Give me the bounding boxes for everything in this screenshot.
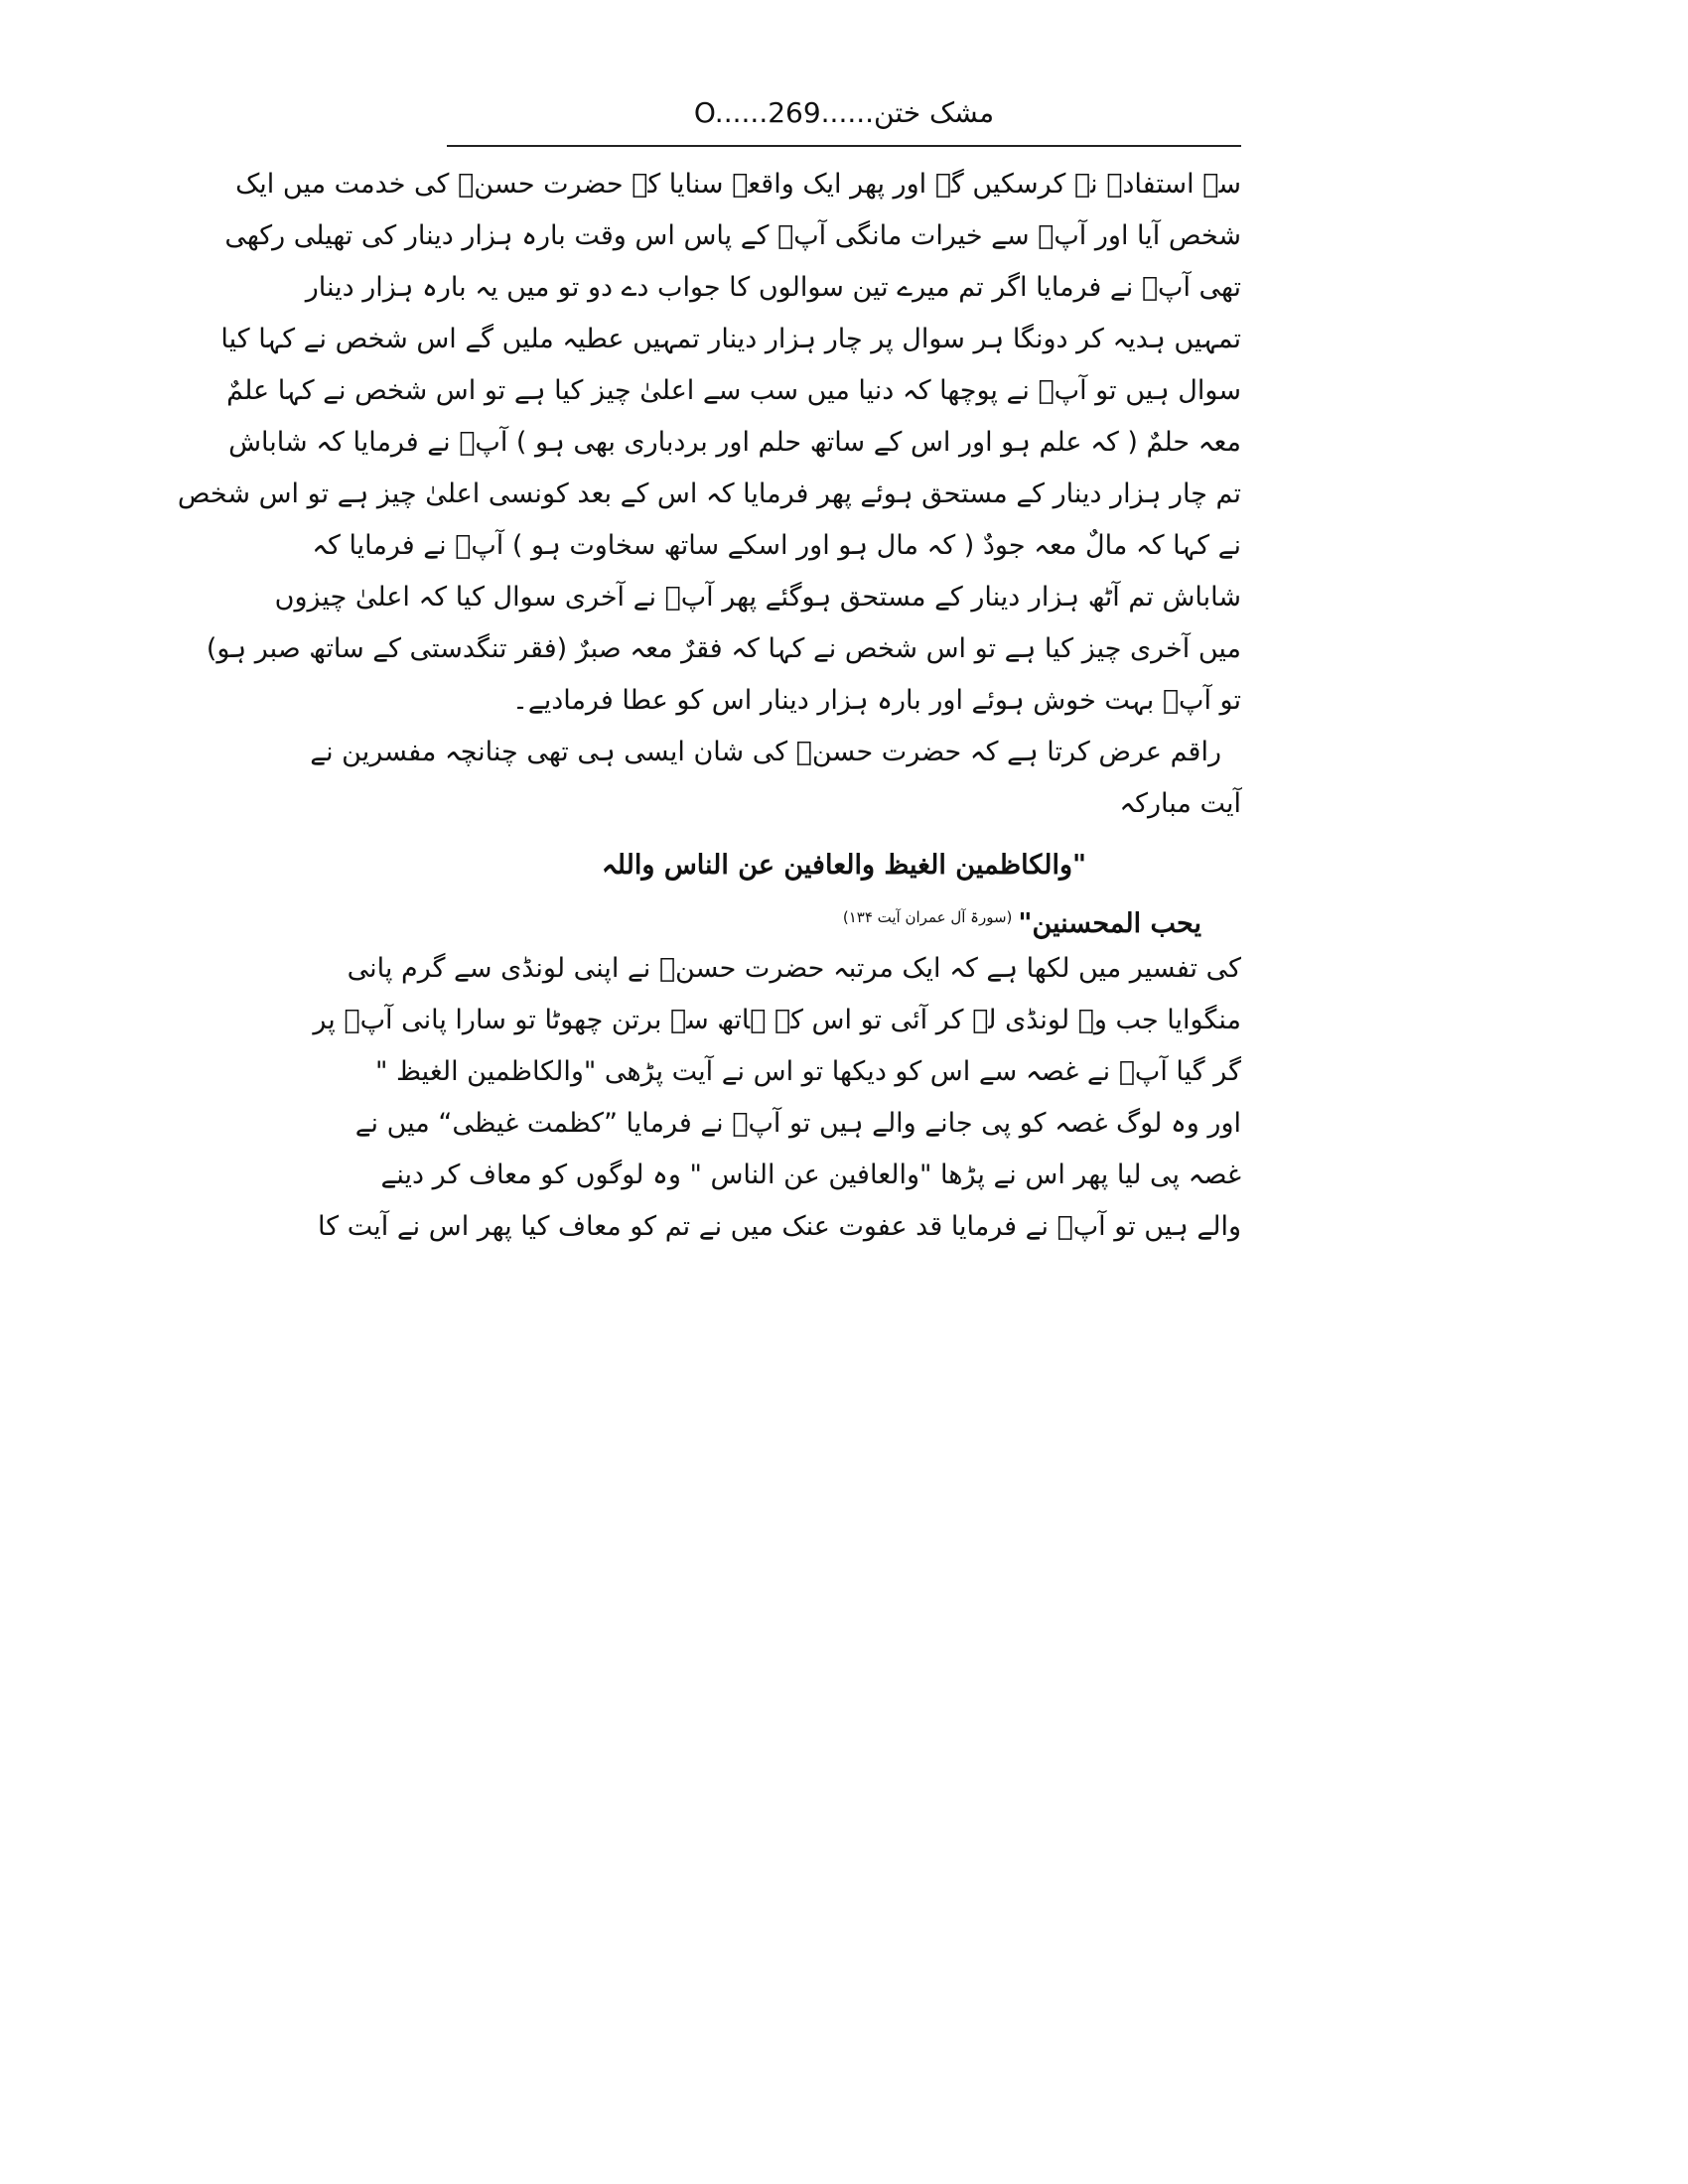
text-line: غصہ پی لیا پھر اس نے پڑھا "والعافین عن الناس " وہ لوگوں کو معاف کر دینے <box>380 1160 1241 1190</box>
text-line: راقم عرض کرتا ہے کہ حضرت حسنؓ کی شان ایسی ہی تھی چنانچہ مفسرین نے <box>310 737 1221 767</box>
text-line: نے کہا کہ مالٌ معہ جودٌ ( کہ مال ہو اور اسکے ساتھ سخاوت ہو ) آپؓ نے فرمایا کہ <box>312 530 1241 561</box>
verse-reference: (سورۃ آل عمران آیت ۱۳۴) <box>842 908 1013 926</box>
text-line: شاباش تم آٹھ ہزار دینار کے مستحق ہوگئے پھر آپؓ نے آخری سوال کیا کہ اعلیٰ چیزوں <box>274 582 1241 613</box>
text-line: والے ہیں تو آپؓ نے فرمایا قد عفوت عنک میں نے تم کو معاف کیا پھر اس نے آیت کا <box>318 1211 1241 1242</box>
paragraph-1 <box>177 159 1241 727</box>
quranic-verse <box>447 840 1241 943</box>
verse-line: "والکاظمین الغیظ والعافین عن الناس واللہ <box>601 850 1087 881</box>
paragraph-3 <box>313 943 1241 1253</box>
verse-line <box>447 891 1241 943</box>
verse-text: یحب المحسنین" <box>1018 908 1201 939</box>
text-line: سے استفادہ نہ کرسکیں گے اور پھر ایک واقعہ سنایا کہ حضرت حسنؓ کی خدمت میں ایک <box>235 169 1241 200</box>
text-line: منگوایا جب وہ لونڈی لے کر آئی تو اس کے ہاتھ سے برتن چھوٹا تو سارا پانی آپؓ پر <box>313 1005 1241 1035</box>
header-rule <box>447 145 1241 147</box>
text-line: معہ حلمٌ ( کہ علم ہو اور اس کے ساتھ حلم اور بردباری بھی ہو ) آپؓ نے فرمایا کہ شاباش <box>228 427 1241 458</box>
text-line: اور وہ لوگ غصہ کو پی جانے والے ہیں تو آپؓ نے فرمایا ”کظمت غیظی“ میں نے <box>354 1108 1241 1139</box>
text-line: تمہیں ہدیہ کر دونگا ہر سوال پر چار ہزار دینار تمہیں عطیہ ملیں گے اس شخص نے کہا کیا <box>220 324 1241 354</box>
text-line: گر گیا آپؓ نے غصہ سے اس کو دیکھا تو اس نے آیت پڑھی "والکاظمین الغیظ " <box>375 1056 1241 1087</box>
text-line: کی تفسیر میں لکھا ہے کہ ایک مرتبہ حضرت حسنؓ نے اپنی لونڈی سے گرم پانی <box>347 953 1241 984</box>
text-line: شخص آیا اور آپؓ سے خیرات مانگی آپؓ کے پاس اس وقت بارہ ہزار دینار کی تھیلی رکھی <box>224 220 1241 251</box>
page-body <box>177 159 1241 1253</box>
text-line: میں آخری چیز کیا ہے تو اس شخص نے کہا کہ فقرٌ معہ صبرٌ (فقر تنگدستی کے ساتھ صبر ہو) <box>206 633 1241 664</box>
paragraph-2 <box>310 727 1241 830</box>
text-line: تھی آپؓ نے فرمایا اگر تم میرے تین سوالوں کا جواب دے دو تو میں یہ بارہ ہزار دینار <box>305 272 1241 303</box>
text-line: آیت مبارکہ <box>1119 788 1241 819</box>
text-line: سوال ہیں تو آپؓ نے پوچھا کہ دنیا میں سب سے اعلیٰ چیز کیا ہے تو اس شخص نے کہا علمٌ <box>226 375 1241 406</box>
text-line: تو آپؓ بہت خوش ہوئے اور بارہ ہزار دینار اس کو عطا فرمادیے۔ <box>512 685 1241 716</box>
text-line: تم چار ہزار دینار کے مستحق ہوئے پھر فرمایا کہ اس کے بعد کونسی اعلیٰ چیز ہے تو اس شخص <box>177 478 1241 509</box>
page-header: مشک ختن......O......269 <box>693 96 995 129</box>
